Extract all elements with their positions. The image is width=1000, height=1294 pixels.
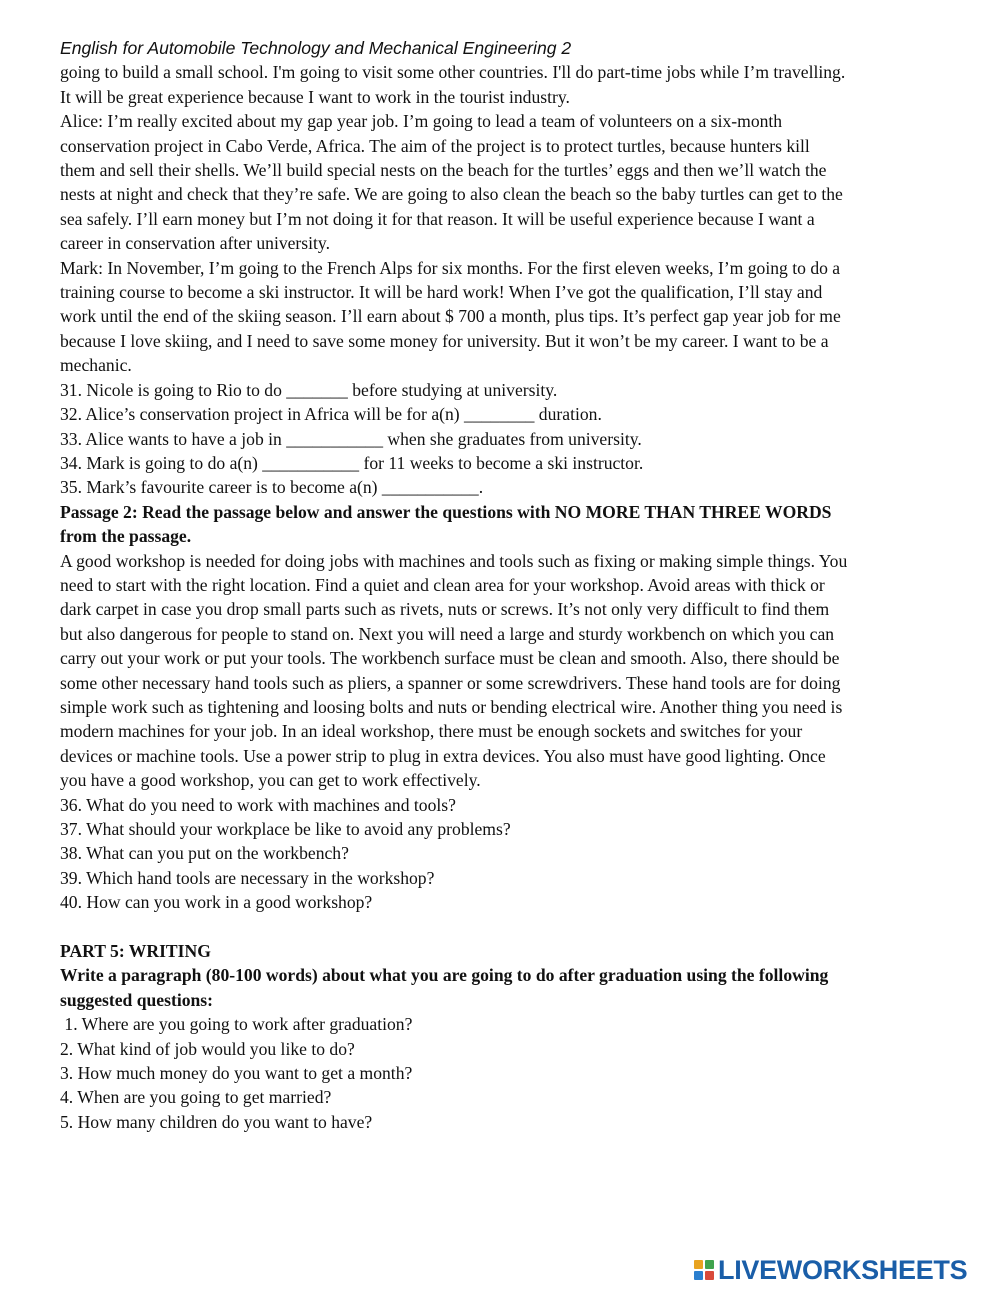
writing-question-4: 4. When are you going to get married?	[60, 1087, 332, 1108]
passage-1-line: going to build a small school. I'm going to visit some other countries. I'll do part-time jobs while I’m travelling.	[60, 62, 846, 83]
passage-1-line: It will be great experience because I want to work in the tourist industry.	[60, 86, 570, 107]
writing-question-5: 5. How many children do you want to have?	[60, 1111, 373, 1132]
passage-2-line: need to start with the right location. Find a quiet and clean area for your workshop. Avoid areas with thick or	[60, 574, 825, 595]
page-header: English for Automobile Technology and Mechanical Engineering 2	[60, 38, 572, 58]
passage-2-line: some other necessary hand tools such as pliers, a spanner or some screwdrivers. These hand tools are for doing	[60, 672, 841, 693]
writing-instruction-line: suggested questions:	[60, 989, 213, 1010]
question-40: 40. How can you work in a good workshop?	[60, 892, 373, 913]
passage-1-line: work until the end of the skiing season. I’ll earn about $ 700 a month, plus tips. It’s perfect gap year job for me	[60, 306, 841, 327]
questions-36-40	[60, 793, 950, 915]
part-5-writing	[60, 939, 950, 1134]
passage-2-line: but also dangerous for people to stand on. Next you will need a large and sturdy workbench on which you can	[60, 623, 835, 644]
question-32: 32. Alice’s conservation project in Africa will be for a(n) ________ duration.	[60, 404, 602, 425]
question-36: 36. What do you need to work with machines and tools?	[60, 794, 456, 815]
passage-2-line: modern machines for your job. In an ideal workshop, there must be enough sockets and switches for your	[60, 721, 803, 742]
part-5-title: PART 5: WRITING	[60, 941, 211, 962]
writing-question-2: 2. What kind of job would you like to do?	[60, 1038, 355, 1059]
passage-1-line: conservation project in Cabo Verde, Africa. The aim of the project is to protect turtles, because hunters kill	[60, 135, 810, 156]
passage-1-line: Mark: In November, I’m going to the French Alps for six months. For the first eleven weeks, I’m going to do a	[60, 257, 841, 278]
question-31: 31. Nicole is going to Rio to do _______ before studying at university.	[60, 379, 558, 400]
passage-1	[60, 60, 950, 377]
question-34: 34. Mark is going to do a(n) ___________ for 11 weeks to become a ski instructor.	[60, 452, 644, 473]
passage-2-heading-line: from the passage.	[60, 526, 192, 547]
liveworksheets-logo-icon	[694, 1260, 714, 1280]
liveworksheets-logo-text: LIVEWORKSHEETS	[718, 1255, 968, 1285]
passage-1-line: them and sell their shells. We’ll build special nests on the beach for the turtles’ eggs and then we’ll watch the	[60, 160, 827, 181]
passage-1-line: training course to become a ski instructor. It will be hard work! When I’ve got the qualification, I’ll stay and	[60, 282, 823, 303]
passage-1-line: sea safely. I’ll earn money but I’m not doing it for that reason. It will be useful experience because I want a	[60, 208, 815, 229]
passage-2-line: devices or machine tools. Use a power strip to plug in extra devices. You also must have good lighting. Once	[60, 745, 826, 766]
passage-2-line: you have a good workshop, you can get to work effectively.	[60, 770, 481, 791]
passage-2	[60, 549, 950, 793]
worksheet-page	[60, 36, 950, 1134]
question-39: 39. Which hand tools are necessary in the workshop?	[60, 867, 435, 888]
passage-1-line: Alice: I’m really excited about my gap year job. I’m going to lead a team of volunteers on a six-month	[60, 111, 783, 132]
writing-question-3: 3. How much money do you want to get a month?	[60, 1063, 413, 1084]
writing-question-1: 1. Where are you going to work after graduation?	[60, 1014, 413, 1035]
passage-2-line: carry out your work or put your tools. The workbench surface must be clean and smooth. Also, there should be	[60, 648, 840, 669]
question-38: 38. What can you put on the workbench?	[60, 843, 349, 864]
passage-2-heading	[60, 500, 950, 549]
writing-instruction-line: Write a paragraph (80-100 words) about what you are going to do after graduation using the following	[60, 965, 829, 986]
passage-1-line: career in conservation after university.	[60, 233, 330, 254]
passage-1-line: because I love skiing, and I need to save some money for university. But it won’t be my career. I want to be a	[60, 330, 829, 351]
question-33: 33. Alice wants to have a job in ___________ when she graduates from university.	[60, 428, 642, 449]
passage-1-line: mechanic.	[60, 355, 132, 376]
passage-2-line: dark carpet in case you drop small parts such as rivets, nuts or screws. It’s not only very difficult to find them	[60, 599, 830, 620]
passage-2-heading-line: Passage 2: Read the passage below and answer the questions with NO MORE THAN THREE WORDS	[60, 501, 832, 522]
liveworksheets-logo	[694, 1256, 967, 1284]
passage-2-line: A good workshop is needed for doing jobs with machines and tools such as fixing or making simple things. You	[60, 550, 848, 571]
question-35: 35. Mark’s favourite career is to become a(n) ___________.	[60, 477, 484, 498]
passage-1-line: nests at night and check that they’re safe. We are going to also clean the beach so the baby turtles can get to the	[60, 184, 843, 205]
passage-2-line: simple work such as tightening and loosing bolts and nuts or bending electrical wire. Another thing you need is	[60, 696, 843, 717]
questions-31-35	[60, 378, 950, 500]
question-37: 37. What should your workplace be like to avoid any problems?	[60, 819, 511, 839]
section-spacer	[60, 915, 950, 939]
